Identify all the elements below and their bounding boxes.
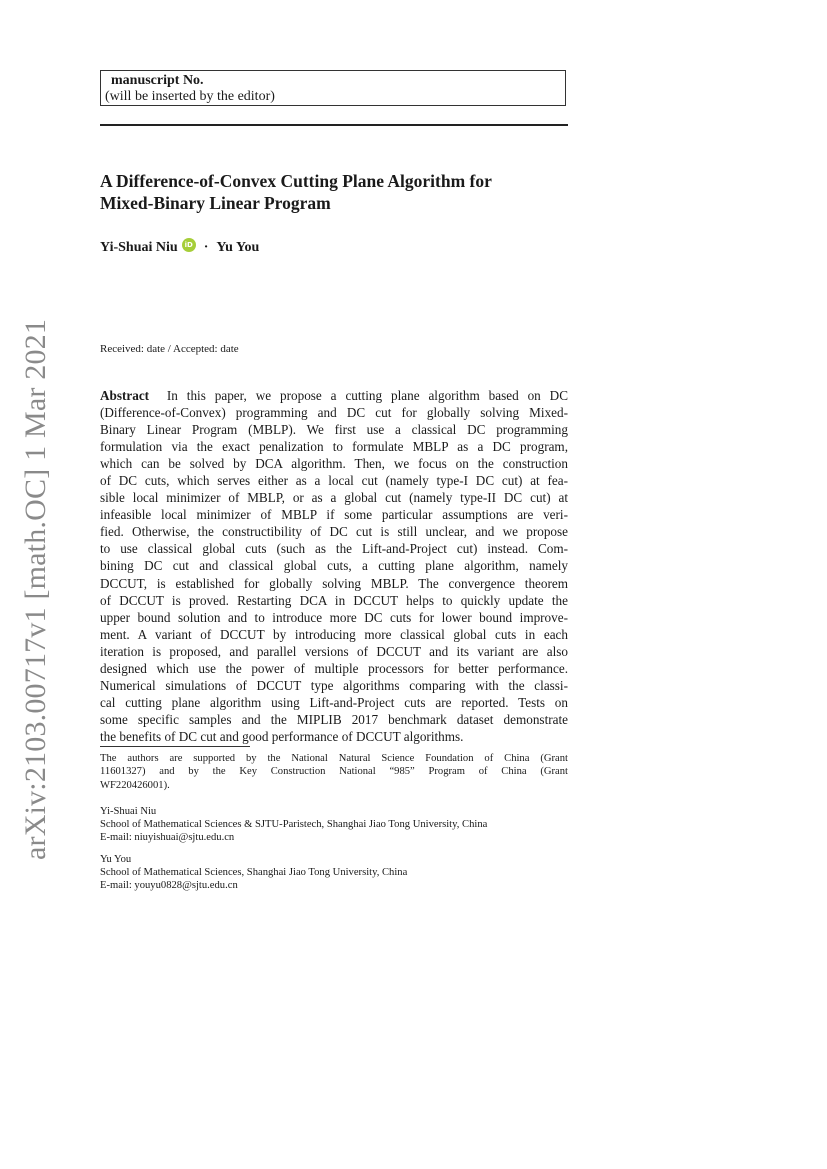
affiliation-institution: School of Mathematical Sciences, Shanghai Jiao Tong University, China bbox=[100, 867, 408, 879]
abstract-line: DCCUT, is established for globally solving MBLP. The convergence theorem bbox=[100, 575, 568, 591]
footnote-spacer bbox=[100, 845, 568, 853]
footnote-spacer bbox=[100, 792, 568, 805]
affiliation-author: Yi-Shuai Niu bbox=[100, 805, 157, 817]
editor-note: (will be inserted by the editor) bbox=[105, 89, 275, 104]
affiliation-institution: School of Mathematical Sciences & SJTU-Paristech, Shanghai Jiao Tong University, China bbox=[100, 819, 488, 831]
abstract-line: upper bound solution and to introduce more DC cuts for lower bound improve- bbox=[100, 609, 568, 625]
paper-title bbox=[100, 170, 570, 214]
abstract-text: In this paper, we propose a cutting plane algorithm based on DC bbox=[166, 388, 568, 403]
abstract-line: some specific samples and the MIPLIB 2017 benchmark dataset demonstrate bbox=[100, 711, 568, 727]
footnotes bbox=[100, 752, 568, 893]
manuscript-number-label: manuscript No. bbox=[111, 73, 204, 88]
abstract-label: Abstract bbox=[100, 388, 150, 403]
abstract-line: infeasible local minimizer of MBLP if some particular assumptions are veri- bbox=[100, 507, 568, 523]
abstract-line: fied. Otherwise, the constructibility of DC cut is still unclear, and we propose bbox=[100, 524, 568, 540]
abstract-line: ment. A variant of DCCUT by introducing more classical global cuts in each bbox=[100, 626, 568, 642]
abstract bbox=[100, 387, 568, 745]
abstract-line: to use classical global cuts (such as the Lift-and-Project cut) instead. Com- bbox=[100, 541, 568, 557]
affiliation-author: Yu You bbox=[100, 853, 132, 865]
abstract-line: of DCCUT is proved. Restarting DCA in DCCUT helps to quickly update the bbox=[100, 592, 568, 608]
affiliation-email[interactable]: E-mail: niuyishuai@sjtu.edu.cn bbox=[100, 832, 235, 844]
author-list bbox=[100, 238, 570, 260]
abstract-line: designed which use the power of multiple processors for better performance. bbox=[100, 660, 568, 676]
affiliation-email[interactable]: E-mail: youyu0828@sjtu.edu.cn bbox=[100, 880, 238, 892]
footnote-rule bbox=[100, 746, 250, 747]
abstract-line: Numerical simulations of DCCUT type algorithms comparing with the classi- bbox=[100, 677, 568, 693]
abstract-line: cal cutting plane algorithm using Lift-and-Project cuts are reported. Tests on bbox=[100, 694, 568, 710]
abstract-line: the benefits of DC cut and good performance of DCCUT algorithms. bbox=[100, 728, 464, 744]
manuscript-box bbox=[100, 70, 566, 106]
abstract-line: (Difference-of-Convex) programming and DC cut for globally solving Mixed- bbox=[100, 405, 568, 421]
abstract-line: sible local minimizer of MBLP, or as a global cut (namely type-II DC cut) at bbox=[100, 490, 568, 506]
abstract-first-line bbox=[100, 387, 568, 404]
received-date: Received: date / Accepted: date bbox=[100, 343, 239, 355]
funding-note-line: WF220426001). bbox=[100, 779, 170, 791]
orcid-icon[interactable] bbox=[182, 238, 196, 252]
funding-note-line: 11601327) and by the Key Construction National “985” Program of China (Grant bbox=[100, 766, 568, 778]
arxiv-side-label: arXiv:2103.00717v1 [math.OC] 1 Mar 2021 bbox=[19, 318, 52, 860]
abstract-line: formulation via the exact penalization to formulate MBLP as a DC program, bbox=[100, 439, 568, 455]
author-separator: · bbox=[203, 240, 209, 255]
orcid-glyph: iD bbox=[184, 241, 193, 249]
abstract-line: of DC cuts, which serves either as a local cut (namely type-I DC cut) at fea- bbox=[100, 473, 568, 489]
title-line-2: Mixed-Binary Linear Program bbox=[100, 193, 331, 213]
abstract-line: which can be solved by DCA algorithm. Then, we focus on the construction bbox=[100, 456, 568, 472]
abstract-line: Binary Linear Program (MBLP). We first use a classical DC programming bbox=[100, 422, 568, 438]
abstract-line: iteration is proposed, and parallel versions of DCCUT and its variant are also bbox=[100, 643, 568, 659]
abstract-line: bining DC cut and classical global cuts, a cutting plane algorithm, namely bbox=[100, 558, 568, 574]
author-name: Yi-Shuai Niu bbox=[100, 240, 178, 255]
title-line-1: A Difference-of-Convex Cutting Plane Algorithm for bbox=[100, 171, 492, 191]
author-name: Yu You bbox=[216, 240, 260, 255]
header-rule bbox=[100, 124, 568, 126]
funding-note-line: The authors are supported by the National Natural Science Foundation of China (Grant bbox=[100, 753, 568, 764]
